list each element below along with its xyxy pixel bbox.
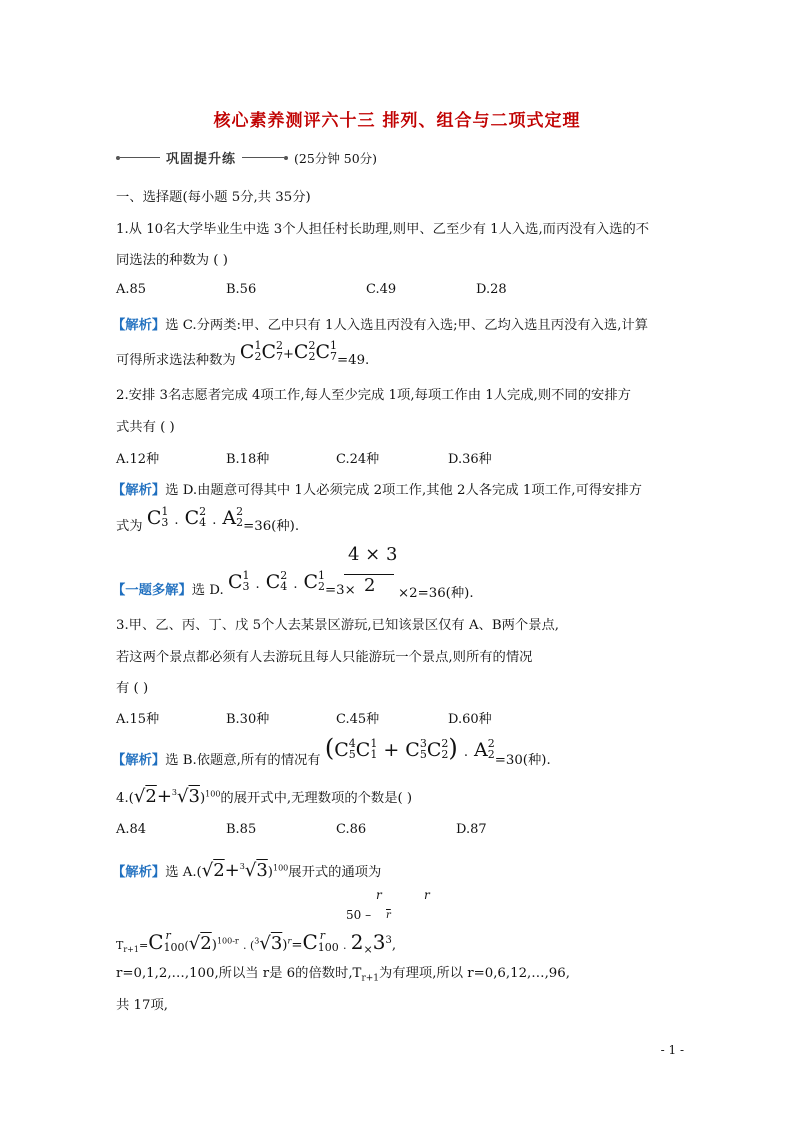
- q3-formula: (C 4 5 C 1 1 + C 3 5 C 2 2 ) . A 2 2: [324, 734, 495, 762]
- q3-solution-prefix: 选 B.依题意,所有的情况有: [165, 753, 321, 768]
- q2-option-c: C.24种: [336, 452, 380, 467]
- q3-solution-suffix: =30(种).: [494, 753, 551, 768]
- section-banner: [116, 148, 377, 167]
- q1-option-b: B.56: [226, 282, 257, 297]
- q2-solution-text: 选 D.由题意可得其中 1人必须完成 2项工作,其他 2人各完成 1项工作,可得安排方: [165, 483, 642, 498]
- q4-option-a: A.84: [116, 822, 147, 837]
- q4-solution-radicals: √2+$^3$√3: [201, 860, 268, 881]
- q4-radicals: √2+$^3$√3: [133, 786, 200, 807]
- q2-solution-line2: [116, 506, 299, 534]
- solution-tag: 【解析】: [112, 753, 166, 768]
- q1-option-d: D.28: [476, 282, 507, 297]
- q4-line-r: r=0,1,2,…,100,所以当 r是 6的倍数时$,T_{r+1}$为有理项,所以 r=0,6,12,…,96,: [116, 966, 570, 984]
- page-title: 核心素养测评六十三 排列、组合与二项式定理: [213, 111, 581, 131]
- q1-solution-suffix: =49.: [337, 353, 370, 368]
- q2-stem-line1: 2.安排 3名志愿者完成 4项工作,每人至少完成 1项,每项工作由 1人完成,则不同的安排方: [116, 388, 631, 403]
- q4-prefix: 4.(: [116, 791, 134, 806]
- q1-option-c: C.49: [366, 282, 397, 297]
- q1-stem-line1: 1.从 10名大学毕业生中选 3个人担任村长助理,则甲、乙至少有 1人入选,而丙没有入选的不: [116, 222, 650, 237]
- q1-stem-line2: 同选法的种数为 ( ): [116, 253, 228, 268]
- q2-alt-solution: [112, 570, 356, 598]
- q1-solution-text: 选 C.分两类:甲、乙中只有 1人入选且丙没有入选;甲、乙均入选且丙没有入选,计算: [165, 318, 649, 333]
- q1-solution-prefix: 可得所求选法种数为: [116, 353, 236, 368]
- q2-option-d: D.36种: [448, 452, 492, 467]
- q1-option-a: A.85: [116, 282, 147, 297]
- q3-option-c: C.45种: [336, 712, 380, 727]
- q3-stem-line2: 若这两个景点都必须有人去游玩且每人只能游玩一个景点,则所有的情况: [116, 650, 533, 665]
- q4-t-label: $T_{r+1}=$: [116, 939, 149, 955]
- q4-term-half: $\overline{r}$: [386, 910, 391, 921]
- q4-option-c: C.86: [336, 822, 367, 837]
- q4-line-last: 共 17项,: [116, 998, 168, 1013]
- q2-alt-suffix: ×2=36(种).: [398, 586, 474, 601]
- banner-line-left: [120, 157, 160, 158]
- q2-solution-prefix: 式为: [116, 519, 143, 534]
- q4-stem: $4.(√2+^3√3)^{100}$的展开式中,无理数项的个数是( ): [116, 786, 413, 807]
- q4-term-50: 50 –: [346, 908, 372, 922]
- q1-solution-line1: [112, 314, 648, 333]
- q2-alt-prefix: 选 D.: [191, 583, 224, 598]
- q1-solution-line2: [116, 340, 369, 368]
- q3-option-d: D.60种: [448, 712, 492, 727]
- q3-option-b: B.30种: [226, 712, 270, 727]
- q4-general-term: $T_{r+1}=C$ r 100 $(√2)^{100-r}$ . $(^3√3)^r=C$ r 100 . $2_\times 3^3$,: [116, 929, 397, 956]
- banner-line-right: [242, 157, 284, 158]
- q4-option-b: B.85: [226, 822, 257, 837]
- q2-option-b: B.18种: [226, 452, 270, 467]
- q4-option-d: D.87: [456, 822, 487, 837]
- alt-solution-tag: 【一题多解】: [112, 583, 192, 598]
- q4-solution-exponent: 100: [273, 863, 289, 873]
- q2-solution-suffix: =36(种).: [243, 519, 300, 534]
- q4-solution-line1: 【解析】选 $A.(√2+^3√3)^{100}$展开式的通项为: [112, 860, 382, 881]
- q2-alt-formula: C 1 3 . C 2 4 . C 1 2: [227, 569, 326, 593]
- banner-dot-right: [284, 156, 288, 160]
- q2-stem-line2: 式共有 ( ): [116, 420, 175, 435]
- page-number: - 1 -: [660, 1043, 684, 1057]
- q2-formula: C 1 3 . C 2 4 . A 2 2: [146, 505, 244, 529]
- q4-exponent: 100: [205, 789, 221, 799]
- banner-label: 巩固提升练: [166, 152, 237, 167]
- q3-option-a: A.15种: [116, 712, 160, 727]
- q3-stem-line1: 3.甲、乙、丙、丁、戊 5个人去某景区游玩,已知该景区仅有 A、B两个景点,: [116, 618, 560, 633]
- solution-tag: 【解析】: [112, 483, 166, 498]
- q2-alt-mid: =3×: [325, 583, 356, 598]
- q2-solution-line1: [112, 479, 642, 498]
- q3-solution: [112, 734, 551, 768]
- q2-option-a: A.12种: [116, 452, 160, 467]
- section-heading: 一、选择题(每小题 5分,共 35分): [116, 190, 311, 205]
- solution-tag: 【解析】: [112, 318, 166, 333]
- solution-tag: 【解析】: [112, 865, 166, 880]
- q4-solution-prefix: 选 A.(: [165, 865, 202, 880]
- q2-fraction-denominator: 2: [364, 575, 376, 596]
- q1-formula: C 1 2 C 2 7 +C 2 2 C 1 7: [239, 339, 337, 363]
- q3-stem-line3: 有 ( ): [116, 681, 149, 696]
- q4-solution-suffix: 展开式的通项为: [288, 865, 382, 880]
- banner-time: (25分钟 50分): [294, 150, 378, 166]
- q2-fraction-numerator: 4 × 3: [348, 544, 398, 565]
- q4-suffix: 的展开式中,无理数项的个数是( ): [220, 791, 413, 806]
